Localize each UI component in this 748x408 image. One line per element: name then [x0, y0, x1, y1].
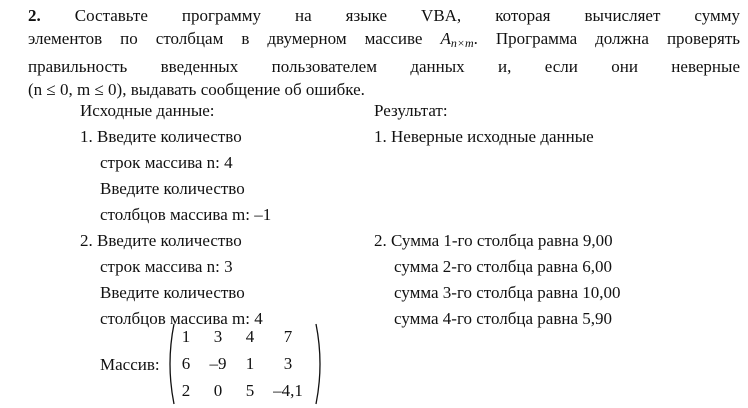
problem-line-1 [28, 4, 740, 27]
right-paren [316, 324, 320, 404]
input-case1-line3: Введите количество [100, 179, 245, 198]
matrix-cell: 1 [245, 354, 255, 373]
matrix-label: Массив: [100, 355, 160, 374]
input-case2-line2: строк массива n: 3 [100, 257, 233, 276]
result-spacer [374, 202, 621, 228]
matrix-block [100, 322, 340, 406]
result-case2-line2: сумма 2-го столбца равна 6,00 [394, 257, 613, 276]
problem-line-3 [28, 55, 740, 78]
matrix-cell: 3 [283, 354, 293, 373]
result-spacer [374, 176, 621, 202]
matrix-symbol-subscript: n×m [450, 36, 474, 50]
input-column [80, 98, 271, 332]
problem-text-3: правильность введенных пользователем данных и, если они неверные [28, 57, 740, 76]
matrix-cell: 2 [181, 381, 191, 400]
matrix [166, 322, 326, 406]
input-case1-line2: строк массива n: 4 [100, 153, 233, 172]
matrix-cell: 5 [245, 381, 255, 400]
problem-line-2 [28, 27, 740, 55]
problem-text-1: Составьте программу на языке VBA, которая вычисляет сумму [74, 6, 740, 25]
input-case2-line4: столбцов массива m: 4 [100, 309, 263, 328]
problem-statement [28, 4, 740, 101]
matrix-cell: 0 [213, 381, 223, 400]
input-header: Исходные данные: [80, 101, 215, 120]
problem-text-2: элементов по столбцам в двумерном массиве [28, 29, 423, 48]
result-header: Результат: [374, 101, 448, 120]
result-case2-line3: сумма 3-го столбца равна 10,00 [394, 283, 621, 302]
matrix-cell: –4,1 [273, 381, 303, 400]
matrix-symbol-name: A [440, 29, 451, 48]
result-spacer [374, 150, 621, 176]
result-case1: 1. Неверные исходные данные [374, 127, 594, 146]
matrix-cell: 6 [181, 354, 191, 373]
input-case1-line4: столбцов массива m: –1 [100, 205, 272, 224]
matrix-cell: 4 [245, 327, 255, 346]
matrix-cell: 7 [283, 327, 293, 346]
problem-number: 2. [28, 6, 41, 25]
matrix-cell: 3 [213, 327, 223, 346]
result-case2-line4: сумма 4-го столбца равна 5,90 [394, 309, 613, 328]
matrix-cell: 1 [181, 327, 191, 346]
matrix-cell: –9 [209, 354, 227, 373]
input-case2-line3: Введите количество [100, 283, 245, 302]
matrix-symbol [440, 29, 473, 48]
result-case2-line1: 2. Сумма 1-го столбца равна 9,00 [374, 231, 613, 250]
problem-text-2b: . Программа должна проверять [473, 29, 741, 48]
input-case2-line1: 2. Введите количество [80, 231, 242, 250]
input-case1-line1: 1. Введите количество [80, 127, 242, 146]
result-column [374, 98, 621, 332]
problem-text-4: (n ≤ 0, m ≤ 0), выдавать сообщение об ошибке. [28, 80, 365, 99]
